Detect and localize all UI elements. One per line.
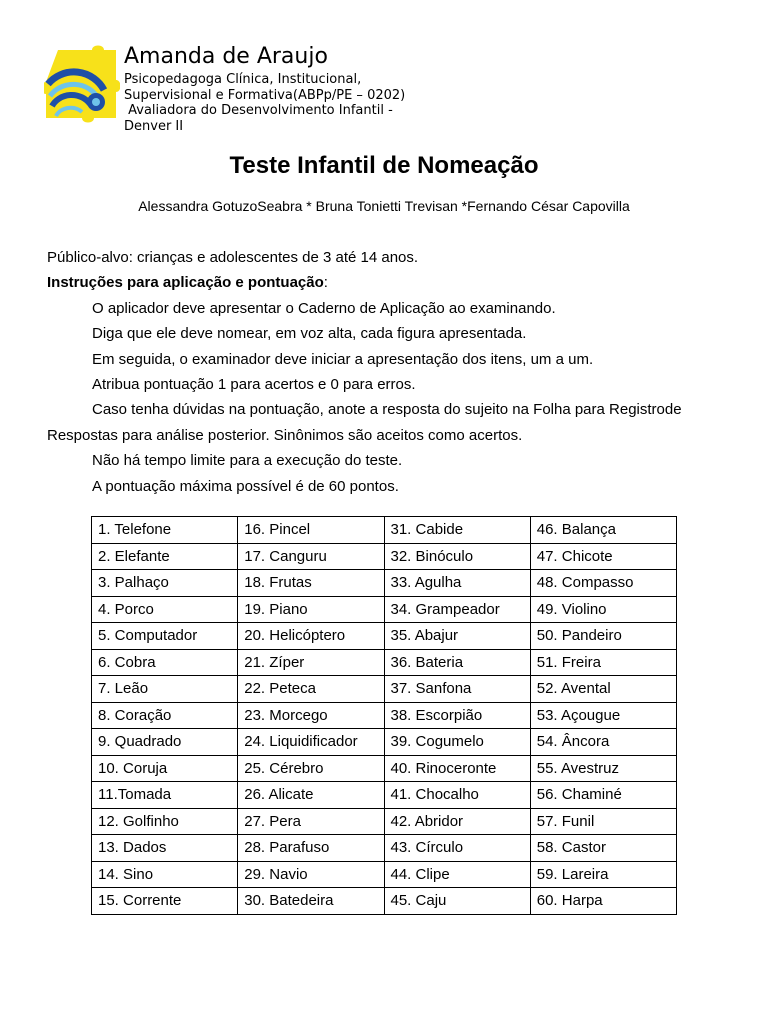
- table-row: [92, 861, 677, 888]
- item-cell: 2. Elefante: [92, 543, 238, 570]
- item-cell: 14. Sino: [92, 861, 238, 888]
- item-cell: 28. Parafuso: [238, 835, 384, 862]
- item-cell: 56. Chaminé: [530, 782, 676, 809]
- document-title: Teste Infantil de Nomeação: [229, 152, 539, 179]
- item-cell: 41. Chocalho: [384, 782, 530, 809]
- item-cell: 51. Freira: [530, 649, 676, 676]
- item-cell: 44. Clipe: [384, 861, 530, 888]
- item-cell: 31. Cabide: [384, 517, 530, 544]
- letterhead: [44, 42, 724, 137]
- item-cell: 60. Harpa: [530, 888, 676, 915]
- credential-line: Psicopedagoga Clínica, Institucional,: [124, 72, 362, 87]
- item-cell: 35. Abajur: [384, 623, 530, 650]
- instruction-line: Caso tenha dúvidas na pontuação, anote a resposta do sujeito na Folha para Registrode: [92, 401, 682, 419]
- instruction-continuation: Respostas para análise posterior. Sinônimos são aceitos como acertos.: [47, 426, 523, 444]
- table-row: [92, 596, 677, 623]
- item-cell: 24. Liquidificador: [238, 729, 384, 756]
- item-cell: 32. Binóculo: [384, 543, 530, 570]
- item-cell: 38. Escorpião: [384, 702, 530, 729]
- item-cell: 11.Tomada: [92, 782, 238, 809]
- instructions-heading: Instruções para aplicação e pontuação: [47, 274, 324, 292]
- item-cell: 47. Chicote: [530, 543, 676, 570]
- item-cell: 12. Golfinho: [92, 808, 238, 835]
- item-cell: 36. Bateria: [384, 649, 530, 676]
- item-cell: 42. Abridor: [384, 808, 530, 835]
- item-cell: 13. Dados: [92, 835, 238, 862]
- item-cell: 18. Frutas: [238, 570, 384, 597]
- item-cell: 48. Compasso: [530, 570, 676, 597]
- item-cell: 4. Porco: [92, 596, 238, 623]
- item-cell: 10. Coruja: [92, 755, 238, 782]
- item-cell: 27. Pera: [238, 808, 384, 835]
- item-cell: 53. Açougue: [530, 702, 676, 729]
- table-row: [92, 570, 677, 597]
- test-authors: Alessandra GotuzoSeabra * Bruna Tonietti Trevisan *Fernando César Capovilla: [138, 198, 630, 214]
- table-row: [92, 623, 677, 650]
- item-cell: 40. Rinoceronte: [384, 755, 530, 782]
- credential-line: Supervisional e Formativa(ABPp/PE – 0202): [124, 87, 406, 103]
- naming-items-table: [91, 516, 677, 915]
- item-cell: 15. Corrente: [92, 888, 238, 915]
- table-row: [92, 835, 677, 862]
- item-cell: 33. Agulha: [384, 570, 530, 597]
- table-row: [92, 649, 677, 676]
- table-row: [92, 755, 677, 782]
- item-cell: 20. Helicóptero: [238, 623, 384, 650]
- instruction-line: Em seguida, o examinador deve iniciar a apresentação dos itens, um a um.: [92, 350, 594, 368]
- item-cell: 39. Cogumelo: [384, 729, 530, 756]
- item-cell: 43. Círculo: [384, 835, 530, 862]
- table-row: [92, 676, 677, 703]
- item-cell: 23. Morcego: [238, 702, 384, 729]
- item-cell: 17. Canguru: [238, 543, 384, 570]
- item-cell: 5. Computador: [92, 623, 238, 650]
- instruction-line: Atribua pontuação 1 para acertos e 0 para erros.: [92, 376, 416, 394]
- item-cell: 55. Avestruz: [530, 755, 676, 782]
- table-row: [92, 543, 677, 570]
- item-cell: 22. Peteca: [238, 676, 384, 703]
- instruction-line: A pontuação máxima possível é de 60 pontos.: [92, 477, 399, 495]
- table-row: [92, 888, 677, 915]
- item-cell: 1. Telefone: [92, 517, 238, 544]
- item-cell: 29. Navio: [238, 861, 384, 888]
- item-cell: 46. Balança: [530, 517, 676, 544]
- credential-line: Denver II: [124, 118, 184, 134]
- item-cell: 45. Caju: [384, 888, 530, 915]
- instructions-heading-line: [47, 270, 727, 295]
- instruction-line: O aplicador deve apresentar o Caderno de Aplicação ao examinando.: [92, 299, 556, 317]
- item-cell: 52. Avental: [530, 676, 676, 703]
- item-cell: 8. Coração: [92, 702, 238, 729]
- item-cell: 6. Cobra: [92, 649, 238, 676]
- instructions-heading-colon: :: [323, 274, 328, 292]
- item-cell: 50. Pandeiro: [530, 623, 676, 650]
- credential-line: Avaliadora do Desenvolvimento Infantil -: [124, 103, 393, 118]
- item-cell: 30. Batedeira: [238, 888, 384, 915]
- instructions-section: [47, 245, 727, 499]
- instruction-line: Não há tempo limite para a execução do teste.: [92, 452, 403, 470]
- instruction-line: Diga que ele deve nomear, em voz alta, cada figura apresentada.: [92, 325, 527, 343]
- item-cell: 37. Sanfona: [384, 676, 530, 703]
- target-audience: Público-alvo: crianças e adolescentes de 3 até 14 anos.: [47, 249, 419, 266]
- item-cell: 54. Âncora: [530, 729, 676, 756]
- table-row: [92, 808, 677, 835]
- item-cell: 58. Castor: [530, 835, 676, 862]
- item-cell: 21. Zíper: [238, 649, 384, 676]
- item-cell: 9. Quadrado: [92, 729, 238, 756]
- table-row: [92, 782, 677, 809]
- item-cell: 7. Leão: [92, 676, 238, 703]
- table-row: [92, 729, 677, 756]
- item-cell: 34. Grampeador: [384, 596, 530, 623]
- puzzle-spiral-logo-icon: [44, 44, 120, 132]
- table-row: [92, 702, 677, 729]
- item-cell: 49. Violino: [530, 596, 676, 623]
- item-cell: 57. Funil: [530, 808, 676, 835]
- author-name: Amanda de Araujo: [124, 44, 328, 69]
- item-cell: 3. Palhaço: [92, 570, 238, 597]
- item-cell: 16. Pincel: [238, 517, 384, 544]
- item-cell: 25. Cérebro: [238, 755, 384, 782]
- item-cell: 59. Lareira: [530, 861, 676, 888]
- table-row: [92, 517, 677, 544]
- item-cell: 19. Piano: [238, 596, 384, 623]
- item-cell: 26. Alicate: [238, 782, 384, 809]
